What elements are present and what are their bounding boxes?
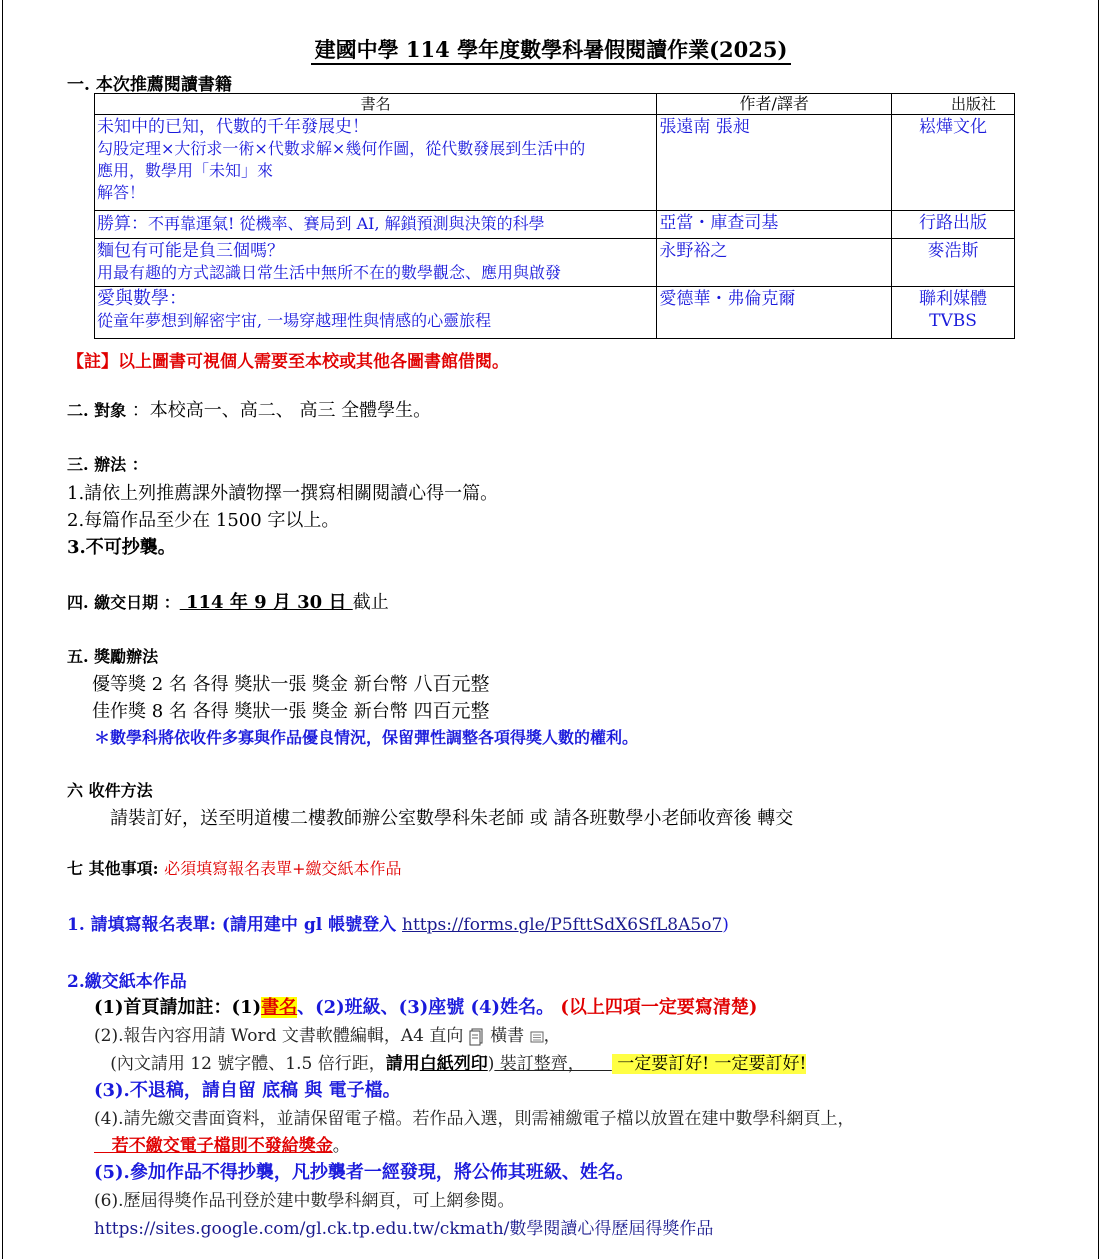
table-row [95, 239, 1015, 287]
portrait-page-icon [469, 1028, 485, 1046]
book-name-highlight: 書名 [261, 997, 298, 1018]
deadline-suffix: 截止 [352, 592, 389, 613]
paper-line6 [94, 1131, 350, 1156]
paper-line3-paren: ) [487, 1054, 495, 1074]
page-title: 建國中學 114 學年度數學科暑假閱讀作業(2025) [0, 34, 1102, 64]
paper-line2 [94, 1021, 561, 1046]
section7-heading: 七 其他事項: [67, 859, 165, 878]
form-text: 1. 請填寫報名表單: (請用建中 gl 帳號登入 [67, 915, 403, 935]
section6-text: 請裝訂好，送至明道樓二樓教師辦公室數學科朱老師 或 請各班數學小老師收齊後 轉交 [110, 808, 794, 829]
paper-line1 [94, 993, 757, 1019]
award-label: 佳作獎 8 名 各得 獎狀一張 獎金 新台幣 [92, 701, 414, 722]
paper-line3 [94, 1049, 806, 1074]
paper-line3-prefix: (內文請用 12 號字體、1.5 倍行距， [94, 1054, 386, 1074]
book-subtitle: 不再靠運氣! 從機率、賽局到 AI, 解鎖預測與決策的科學 [148, 214, 545, 233]
section5-heading: 五. 獎勵辦法 [67, 647, 159, 666]
book-author: 愛德華・弗倫克爾 [657, 287, 892, 339]
book-author: 亞當・庫查司基 [657, 211, 892, 239]
book-title: 勝算： [97, 214, 148, 234]
paper-line5: (4).請先繳交書面資料，並請保留電子檔。若作品入選，則需補繳電子檔以放置在建中數學科網頁上， [94, 1109, 855, 1129]
book-publisher: 麥浩斯 [892, 239, 1015, 287]
no-prize-warning: 若不繳交電子檔則不發給獎金 [94, 1136, 333, 1156]
award-label: 優等獎 2 名 各得 獎狀一張 獎金 新台幣 [92, 674, 414, 695]
paper-line7: (5).參加作品不得抄襲，凡抄襲者一經發現，將公佈其班級、姓名。 [94, 1162, 634, 1183]
section2-heading: 二. 對象 [67, 401, 132, 420]
book-subtitle: 用最有趣的方式認識日常生活中無所不在的數學觀念、應用與啟發 [97, 263, 562, 282]
award-amount: 八百元整 [413, 673, 490, 695]
book-subtitle: 解答！ [97, 183, 146, 202]
paper-line2-landscape: 橫書 [484, 1026, 530, 1046]
award-row [92, 696, 490, 723]
col-header-author: 作者/譯者 [657, 94, 892, 115]
landscape-page-icon [530, 1031, 544, 1043]
book-publisher: 崧燁文化 [892, 115, 1015, 211]
book-publisher: 行路出版 [892, 211, 1015, 239]
award-note: ＊數學科將依收件多寡與作品優良情況，保留彈性調整各項得獎人數的權利。 [94, 728, 639, 747]
deadline-date: 114 年 9 月 30 日 [179, 592, 353, 613]
paper-line2-end: ， [543, 1026, 561, 1046]
paper-line6-end: 。 [332, 1136, 350, 1156]
awards-archive-link[interactable]: https://sites.google.com/gl.ck.tp.edu.tw/ckmath/數學閱讀心得歷屆得獎作品 [94, 1219, 714, 1239]
book-title: 未知中的已知，代數的千年發展史！ [97, 117, 369, 137]
section2-text: ：本校高一、高二、 高三 全體學生。 [131, 400, 432, 421]
col-header-publisher: 出版社 [892, 94, 1015, 115]
col-header-title: 書名 [95, 94, 657, 115]
paper-line1-prefix: (1)首頁請加註：(1) [94, 997, 262, 1018]
book-author: 張遠南 張昶 [657, 115, 892, 211]
section4-heading: 四. 繳交日期 ： [67, 593, 180, 612]
section7-text: 必須填寫報名表單+繳交紙本作品 [164, 859, 402, 878]
table-row [95, 211, 1015, 239]
form-line [67, 910, 729, 935]
book-title: 麵包有可能是負三個嗎？ [97, 241, 284, 261]
list-item: 1.請依上列推薦課外讀物擇一撰寫相關閱讀心得一篇。 [67, 483, 499, 504]
section7 [67, 856, 401, 879]
form-link[interactable]: https://forms.gle/P5fttSdX6SfL8A5o7 [402, 915, 723, 935]
book-title: 愛與數學： [97, 288, 187, 309]
book-subtitle: 勾股定理×大衍求一術×代數求解×幾何作圖，從代數發展到生活中的 [97, 139, 586, 158]
paper-line4: (3).不退稿，請自留 底稿 與 電子檔。 [94, 1080, 401, 1101]
section3-heading: 三. 辦法 ： [67, 455, 148, 474]
table-row [95, 115, 1015, 211]
white-paper-print: 白紙列印 [419, 1054, 488, 1074]
book-subtitle: 應用，數學用「未知」來 [97, 161, 274, 180]
paper-line3-mid: 裝訂整齊， [494, 1054, 612, 1074]
paper-line3-bold: 請用 [385, 1054, 420, 1074]
library-note: 【註】以上圖書可視個人需要至本校或其他各圖書館借閱。 [67, 352, 509, 372]
paper-line1-mid: 、(2)班級、(3)座號 (4)姓名。 [297, 997, 555, 1018]
paper-line1-red: (以上四項一定要寫清楚) [554, 997, 758, 1018]
list-item: 3.不可抄襲。 [67, 537, 176, 558]
award-row [92, 669, 490, 696]
section6-heading: 六 收件方法 [67, 781, 153, 800]
book-publisher: 聯利媒體 [919, 289, 988, 309]
book-author: 永野裕之 [657, 239, 892, 287]
book-publisher: TVBS [929, 311, 977, 331]
paper-heading: 2.繳交紙本作品 [67, 972, 187, 992]
book-table [94, 93, 1015, 339]
section1-heading: 一. 本次推薦閱讀書籍 [67, 75, 232, 95]
must-bind-highlight: 一定要訂好! 一定要訂好! [611, 1054, 807, 1074]
paper-line2-text: (2).報告內容用請 Word 文書軟體編輯，A4 直向 [94, 1026, 464, 1046]
section2 [67, 396, 431, 422]
award-amount: 四百元整 [413, 700, 490, 722]
section4 [67, 588, 389, 614]
list-item: 2.每篇作品至少在 1500 字以上。 [67, 510, 340, 531]
book-subtitle: 從童年夢想到解密宇宙, 一場穿越理性與情感的心靈旅程 [97, 311, 492, 330]
form-close: ) [722, 915, 729, 935]
table-row [95, 287, 1015, 339]
table-header-row [95, 94, 1015, 115]
paper-line8: (6).歷屆得獎作品刊登於建中數學科網頁，可上網參閱。 [94, 1191, 515, 1211]
